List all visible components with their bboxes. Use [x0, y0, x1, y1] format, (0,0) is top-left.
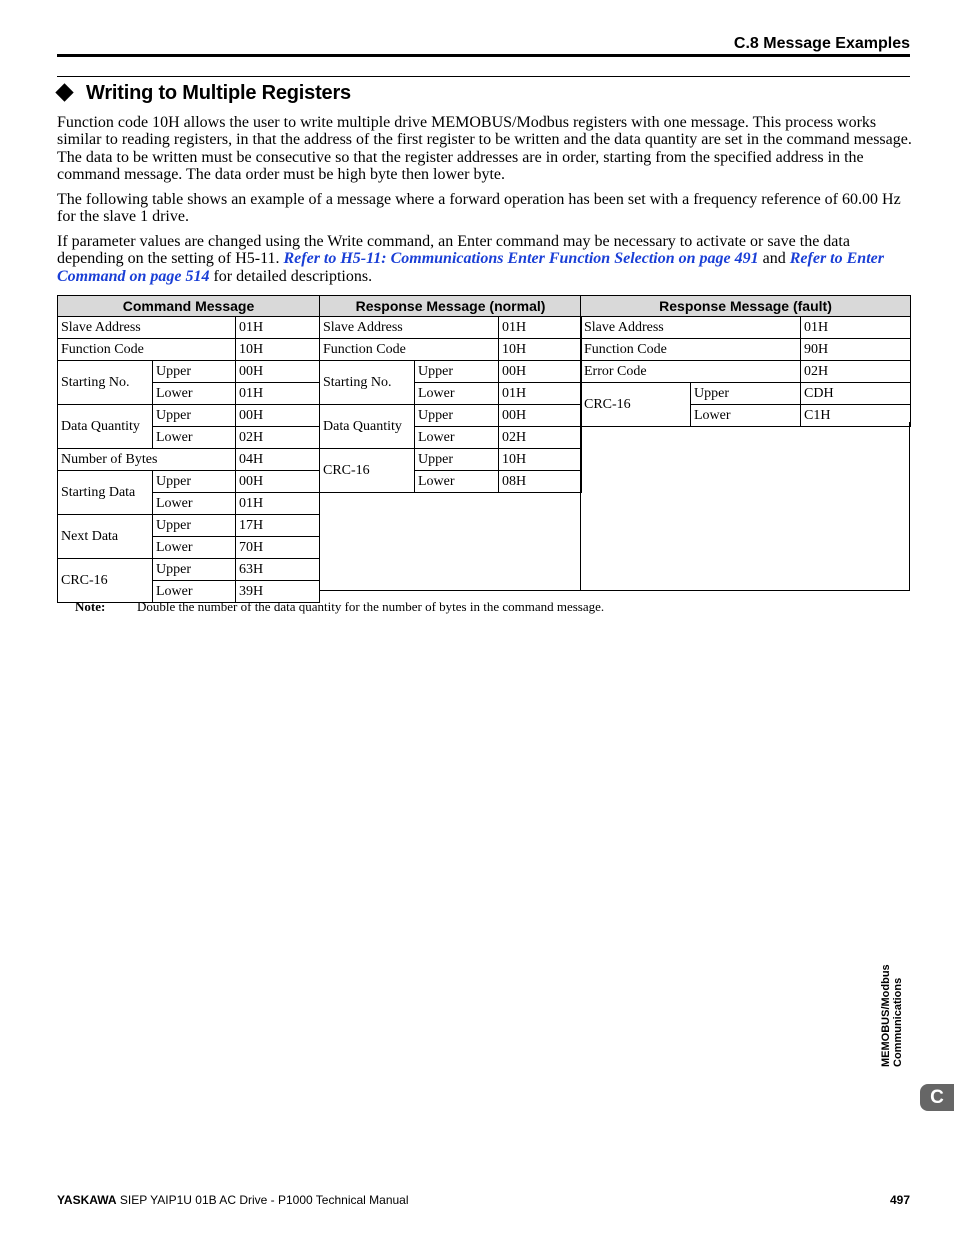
cell-value: 63H: [236, 559, 320, 581]
cell-value: 02H: [236, 427, 320, 449]
table-header: Response Message (fault): [581, 296, 911, 317]
cell-sublabel: Lower: [691, 405, 801, 427]
cell-label: Slave Address: [58, 317, 236, 339]
cell-value: 01H: [801, 317, 911, 339]
section-header: C.8 Message Examples: [733, 35, 910, 52]
cell-value: 00H: [499, 361, 582, 383]
cell-sublabel: Upper: [691, 383, 801, 405]
cell-value: 90H: [801, 339, 911, 361]
cell-label: Starting Data: [58, 471, 153, 515]
table-header: Command Message: [58, 296, 320, 317]
paragraph-text: for detailed descriptions.: [209, 267, 373, 285]
table-row: [581, 317, 911, 339]
cell-label: Starting No.: [320, 361, 415, 405]
cell-label: CRC-16: [320, 449, 415, 493]
cell-value: 10H: [236, 339, 320, 361]
cell-label: Data Quantity: [58, 405, 153, 449]
side-tab-label: [880, 947, 904, 1067]
cell-sublabel: Upper: [153, 559, 236, 581]
note-text: Double the number of the data quantity for the number of bytes in the command message.: [137, 599, 605, 614]
fault-response-table: [580, 295, 911, 427]
cell-sublabel: Lower: [153, 493, 236, 515]
paragraph-table-intro: The following table shows an example of a message where a forward operation has been set with a frequency reference of 60.00 Hz for the slave 1 drive.: [57, 191, 901, 226]
cell-sublabel: Lower: [153, 427, 236, 449]
cell-value: 08H: [499, 471, 582, 493]
cell-label: Error Code: [581, 361, 801, 383]
diamond-bullet-icon: [55, 83, 73, 101]
footer-manual: SIEP YAIP1U 01B AC Drive - P1000 Technical Manual: [116, 1193, 409, 1207]
cell-value: 00H: [499, 405, 582, 427]
cell-sublabel: Lower: [415, 471, 499, 493]
cell-label: CRC-16: [581, 383, 691, 427]
cell-value: 39H: [236, 581, 320, 603]
cell-value: 01H: [236, 317, 320, 339]
footer-brand: YASKAWA: [57, 1193, 117, 1207]
table-row: [58, 339, 320, 361]
table-row: [581, 383, 911, 405]
cell-sublabel: Upper: [415, 449, 499, 471]
cell-label: Function Code: [581, 339, 801, 361]
table-row: [581, 339, 911, 361]
cell-sublabel: Lower: [153, 537, 236, 559]
link-enter-command[interactable]: Refer to Enter Command on page 514: [57, 250, 884, 285]
page-number: 497: [889, 1193, 910, 1207]
cell-label: Slave Address: [581, 317, 801, 339]
table-header: Response Message (normal): [320, 296, 582, 317]
table-row: [58, 449, 320, 471]
cell-sublabel: Upper: [153, 405, 236, 427]
cell-value: 00H: [236, 471, 320, 493]
paragraph-function-code: Function code 10H allows the user to write multiple drive MEMOBUS/Modbus registers with one message. This process works similar to reading registers, in that the address of the first register to be written and the data quantity are set in the command message. The data to be written must be consecutive so that the register addresses are in order, starting from the specified address in the command message. The data order must be high byte then lower byte.: [57, 114, 912, 183]
cell-value: 02H: [801, 361, 911, 383]
table-row: [58, 471, 320, 493]
table-row: [320, 361, 582, 383]
cell-label: Function Code: [320, 339, 499, 361]
table-row: [58, 515, 320, 537]
table-row: [58, 559, 320, 581]
cell-label: Slave Address: [320, 317, 499, 339]
normal-table-empty-area: [319, 485, 581, 591]
cell-value: 04H: [236, 449, 320, 471]
cell-value: 02H: [499, 427, 582, 449]
cell-value: 01H: [236, 383, 320, 405]
cell-label: Number of Bytes: [58, 449, 236, 471]
cell-value: 01H: [236, 493, 320, 515]
cell-sublabel: Upper: [415, 405, 499, 427]
cell-value: 00H: [236, 405, 320, 427]
cell-label: Data Quantity: [320, 405, 415, 449]
side-tab-line: MEMOBUS/Modbus: [880, 964, 892, 1067]
cell-sublabel: Lower: [153, 383, 236, 405]
cell-value: CDH: [801, 383, 911, 405]
side-tab-line: Communications: [892, 977, 904, 1067]
table-row: [58, 361, 320, 383]
cell-value: 10H: [499, 449, 582, 471]
cell-label: CRC-16: [58, 559, 153, 603]
table-row: [320, 405, 582, 427]
paragraph-text: and: [758, 250, 790, 268]
paragraph-text: If parameter values are changed using the Write command, an Enter command may be necessary to activate or save the data depending on the setting of H5-11.: [57, 233, 850, 268]
cell-sublabel: Lower: [153, 581, 236, 603]
cell-sublabel: Lower: [415, 427, 499, 449]
chapter-tab[interactable]: C: [920, 1084, 954, 1111]
note-label: Note:: [75, 599, 106, 614]
cell-sublabel: Upper: [153, 515, 236, 537]
cell-value: 01H: [499, 317, 582, 339]
cell-value: 01H: [499, 383, 582, 405]
cell-label: Next Data: [58, 515, 153, 559]
cell-sublabel: Upper: [153, 471, 236, 493]
footer-manual-title: [57, 1193, 409, 1207]
cell-sublabel: Lower: [415, 383, 499, 405]
cell-sublabel: Upper: [153, 361, 236, 383]
cell-label: Starting No.: [58, 361, 153, 405]
cell-value: 17H: [236, 515, 320, 537]
table-row: [320, 339, 582, 361]
cell-label: Function Code: [58, 339, 236, 361]
table-row: [58, 317, 320, 339]
cell-value: 10H: [499, 339, 582, 361]
link-h5-11[interactable]: Refer to H5-11: Communications Enter Function Selection on page 491: [283, 250, 759, 268]
cell-value: 00H: [236, 361, 320, 383]
table-row: [320, 449, 582, 471]
header-rule-thick: [57, 54, 910, 57]
paragraph-enter-command: [57, 233, 913, 285]
command-message-table: [57, 295, 320, 603]
table-row: [58, 405, 320, 427]
cell-value: 70H: [236, 537, 320, 559]
table-row: [320, 317, 582, 339]
header-rule-thin: [57, 76, 910, 77]
fault-table-empty-area: [580, 422, 910, 591]
cell-sublabel: Upper: [415, 361, 499, 383]
normal-response-table: [319, 295, 582, 493]
table-row: [581, 361, 911, 383]
section-title: Writing to Multiple Registers: [86, 82, 351, 104]
cell-value: C1H: [801, 405, 911, 427]
